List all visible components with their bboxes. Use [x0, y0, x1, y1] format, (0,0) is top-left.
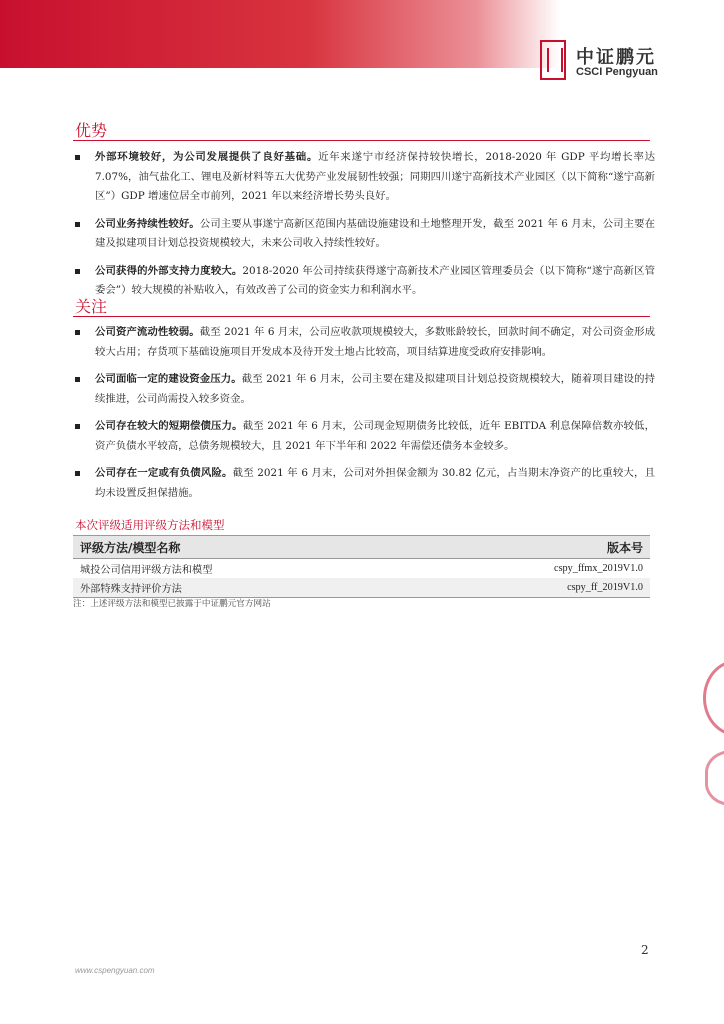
header-method-name: 评级方法/模型名称 — [73, 536, 412, 559]
advantages-list — [75, 148, 655, 309]
page-number: 2 — [641, 943, 649, 957]
section-title-advantages: 优势 — [75, 121, 108, 140]
item-lead: 公司存在一定或有负债风险。 — [95, 467, 233, 479]
item-text: 公司主要从事遂宁高新区范围内基础设施建设和土地整理开发，截至 2021 年 6 月末，公司主要在建及拟建项目计划总投资规模较大，未来公司收入持续性较好。 — [95, 217, 656, 249]
bullet-icon — [75, 269, 80, 274]
item-text: 近年来遂宁市经济保持较快增长，2018-2020 年 GDP 平均增长率达 7.07%，油气盐化工、锂电及新材料等五大优势产业发展韧性较强；同期四川遂宁高新技术产业园区（以下简称“遂宁高新区”）GDP 增速位居全市前列，2021 年以来经济增长势头良好。 — [95, 151, 655, 202]
brand-name-cn: 中证鹏元 — [576, 47, 656, 68]
item-lead: 公司业务持续性较好。 — [95, 217, 200, 230]
cell-method-name: 城投公司信用评级方法和模型 — [73, 559, 412, 579]
item-lead: 公司存在较大的短期偿债压力。 — [95, 420, 243, 432]
list-item — [75, 464, 655, 503]
table-row — [73, 559, 650, 579]
footer-url: www.cspengyuan.com — [75, 966, 155, 975]
cell-version: cspy_ffmx_2019V1.0 — [412, 559, 650, 579]
item-text: 截至 2021 年 6 月末，公司对外担保金额为 30.82 亿元，占当期末净资产的比重较大，且均未设置反担保措施。 — [95, 467, 655, 499]
table-row — [73, 578, 650, 598]
bullet-icon — [75, 155, 80, 160]
list-item — [75, 215, 655, 254]
item-text: 2018-2020 年公司持续获得遂宁高新技术产业园区管理委员会（以下简称“遂宁高新区管委会”）较大规模的补贴收入，有效改善了公司的资金实力和利润水平。 — [95, 264, 655, 296]
list-item — [75, 323, 655, 362]
item-text: 截至 2021 年 6 月末，公司应收款项规模较大，多数账龄较长，回款时间不确定，对公司资金形成较大占用；存货项下基础设施项目开发成本及待开发土地占比较高，项目结算进度受政府安排影响。 — [95, 326, 656, 358]
bullet-icon — [75, 377, 80, 382]
cell-method-name: 外部特殊支持评价方法 — [73, 578, 412, 598]
item-lead: 外部环境较好，为公司发展提供了良好基础。 — [95, 151, 319, 163]
bullet-icon — [75, 330, 80, 335]
section-divider — [73, 140, 650, 141]
list-item — [75, 417, 655, 456]
bullet-icon — [75, 471, 80, 476]
table-header-row — [73, 536, 650, 559]
table-caption: 本次评级适用评级方法和模型 — [75, 518, 225, 532]
item-text: 截至 2021 年 6 月末，公司现金短期债务比较低，近年 EBITDA 利息保障倍数亦较低，资产负债水平较高，总债务规模较大，且 2021 年下半年和 2022 年需偿还债务本金较多。 — [95, 420, 655, 452]
table-note: 注：上述评级方法和模型已披露于中证鹏元官方网站 — [73, 599, 271, 609]
list-item — [75, 370, 655, 409]
item-lead: 公司资产流动性较弱。 — [95, 326, 200, 338]
item-lead: 公司面临一定的建设资金压力。 — [95, 373, 242, 385]
list-item — [75, 262, 655, 301]
concerns-list — [75, 323, 655, 511]
brand-name-en: CSCI Pengyuan — [576, 66, 658, 78]
item-lead: 公司获得的外部支持力度较大。 — [95, 264, 243, 277]
logo-seal-icon — [540, 40, 566, 80]
bullet-icon — [75, 424, 80, 429]
brand-logo — [540, 40, 710, 80]
list-item — [75, 148, 655, 207]
seal-stamp-icon — [705, 750, 724, 806]
seal-stamp-icon — [703, 660, 724, 736]
cell-version: cspy_ff_2019V1.0 — [412, 578, 650, 598]
header-version: 版本号 — [412, 536, 650, 559]
section-divider — [73, 316, 650, 317]
item-text: 截至 2021 年 6 月末，公司主要在建及拟建项目计划总投资规模较大，随着项目建设的持续推进，公司尚需投入较多资金。 — [95, 373, 656, 405]
section-title-concerns: 关注 — [75, 297, 108, 316]
methods-table — [73, 535, 650, 598]
header-banner — [0, 0, 560, 68]
bullet-icon — [75, 222, 80, 227]
